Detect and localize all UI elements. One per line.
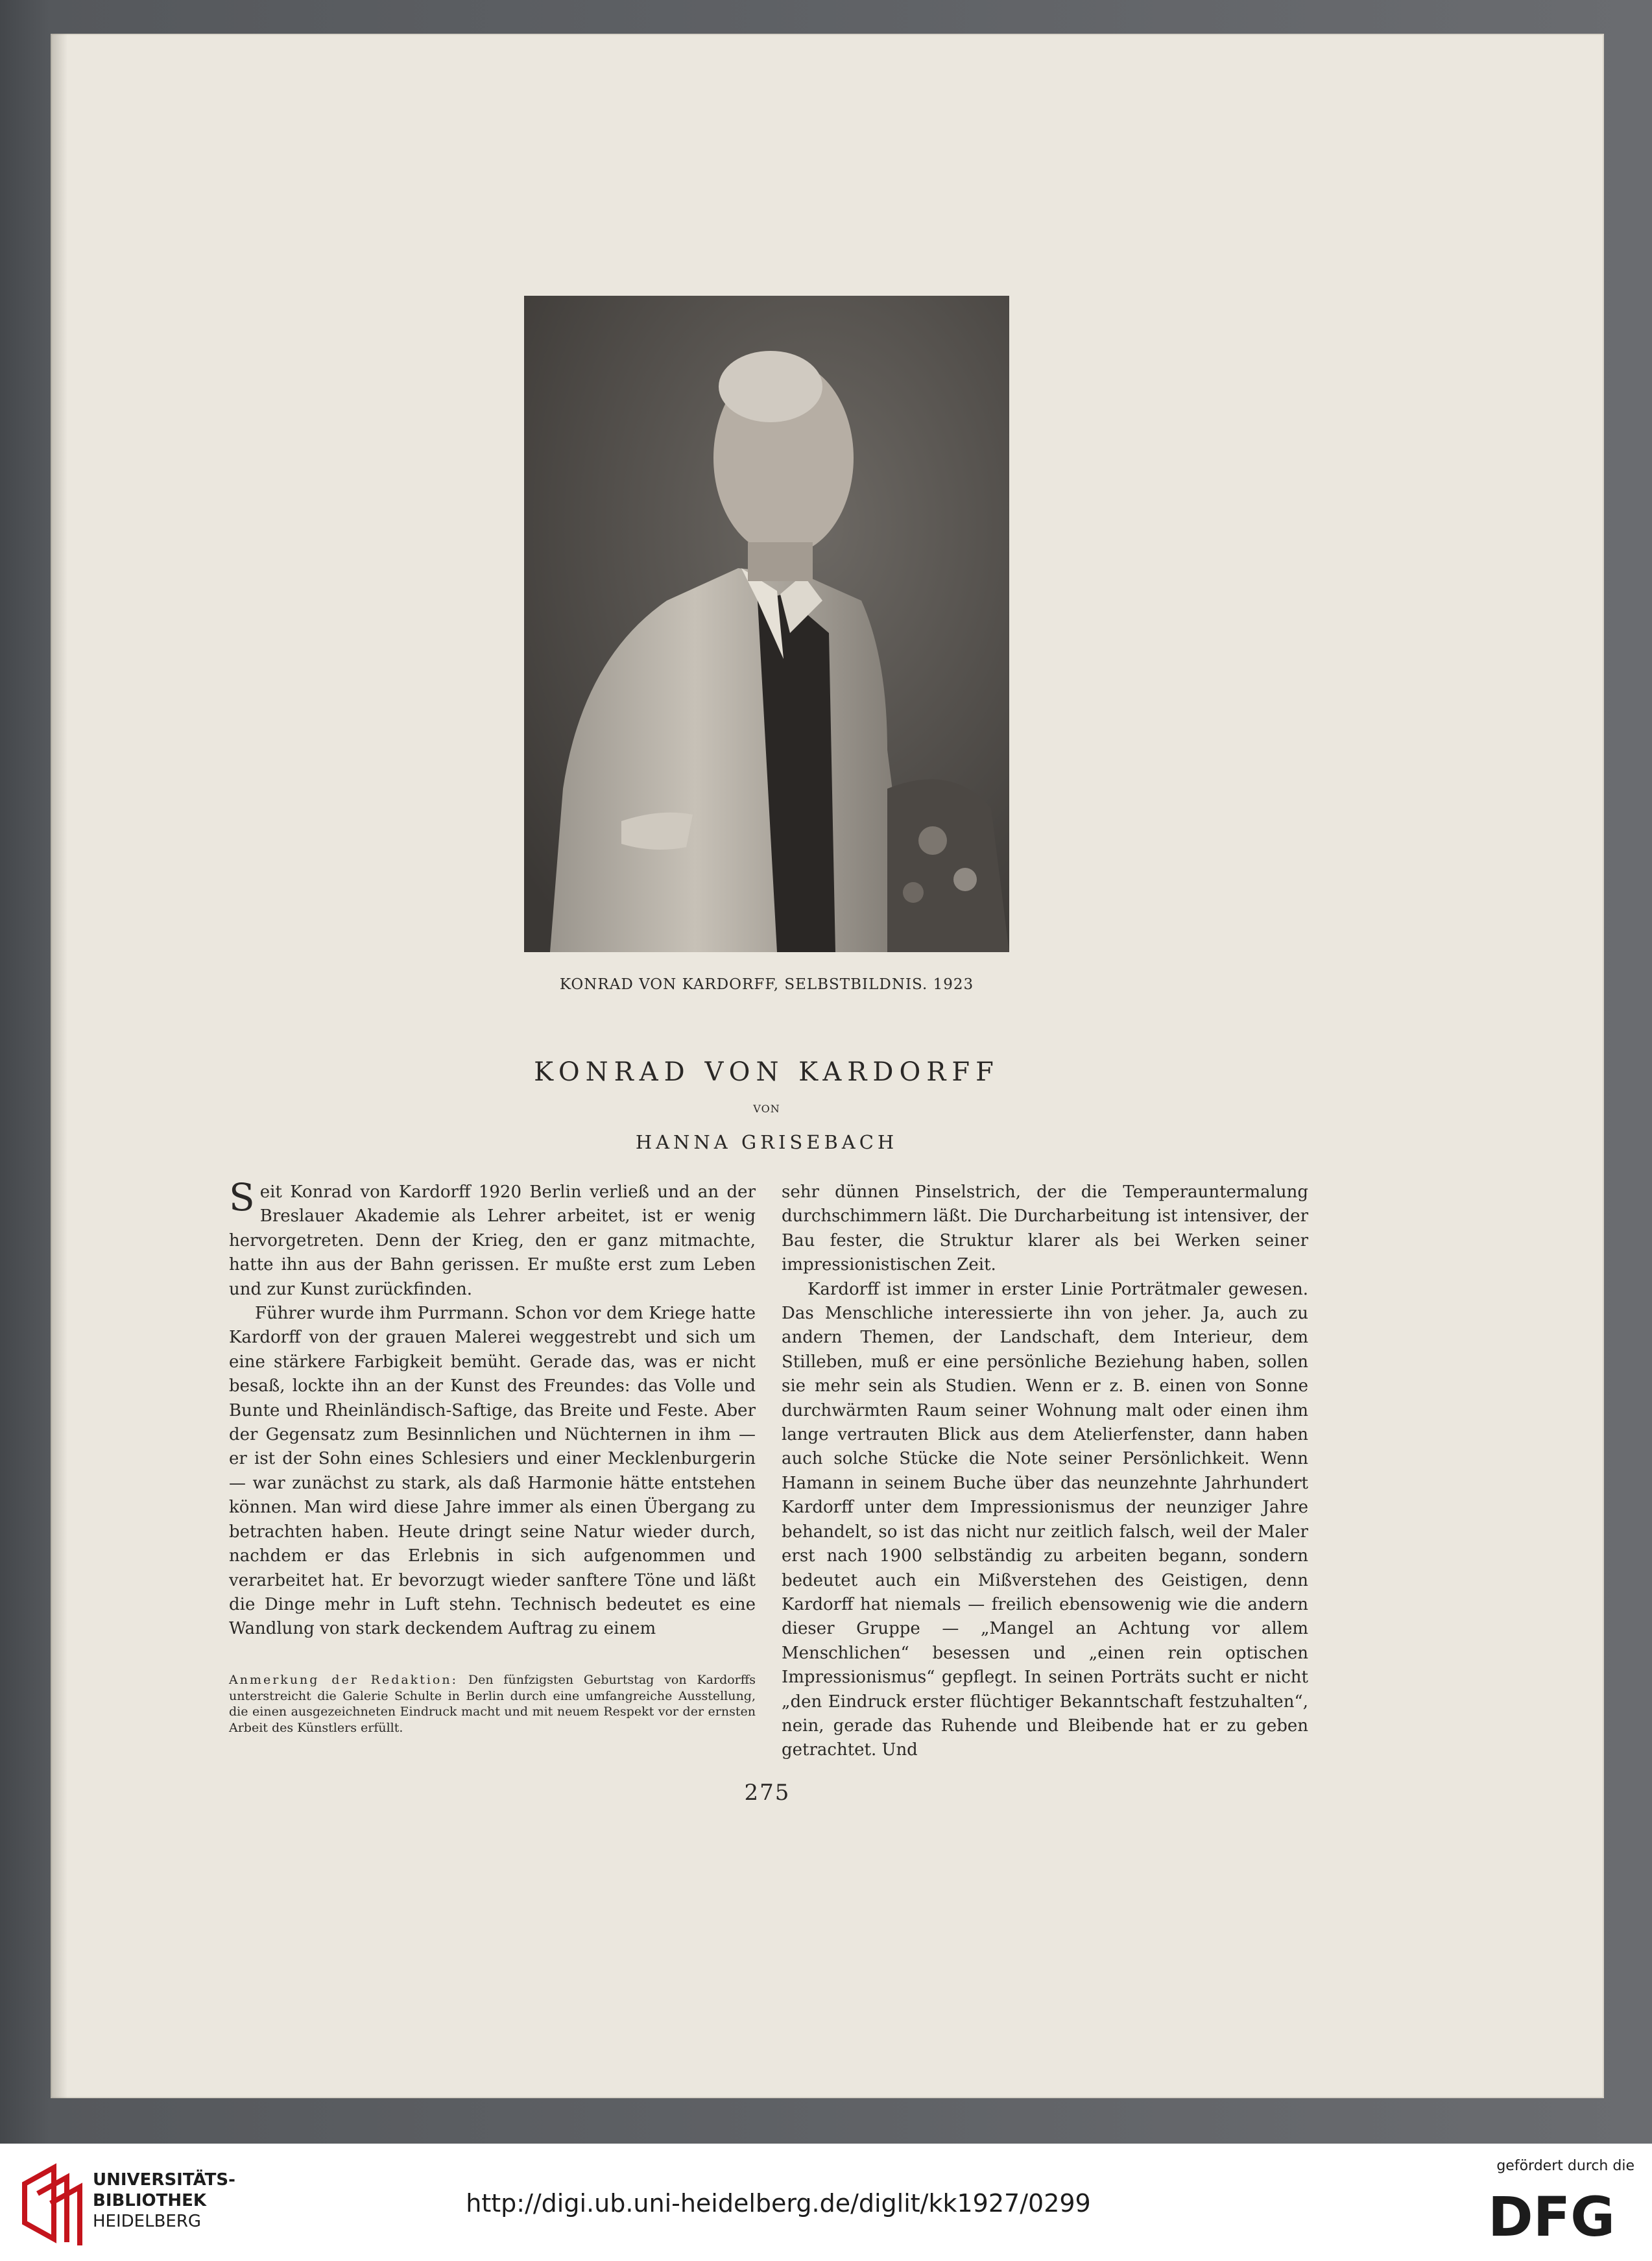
self-portrait-image (524, 296, 1009, 952)
article-title: KONRAD VON KARDORFF (534, 1057, 1000, 1087)
library-logo-icon (18, 2158, 83, 2249)
paragraph-text: eit Konrad von Kardorff 1920 Berlin verließ und an der Breslauer Akademie als Lehrer arbeitet, ist er wenig hervorgetreten. Denn der Krieg, den er ganz mitmachte, hatte ihn aus der Bahn gerissen. Er mußte erst zum Leben und zur Kunst zurückfinden. (229, 1182, 756, 1299)
self-portrait-painting (524, 296, 1009, 952)
library-line2: BIBLIOTHEK (93, 2191, 207, 2210)
footnote-text: Den fünfzigsten Geburtstag von Kardorffs unterstreicht die Galerie Schulte in Berlin durch eine umfangreiche Ausstellung, die einen ausgezeichneten Eindruck macht und mit neuem Respekt vor der ernsten Arbeit des Künstlers erfüllt. (229, 1673, 756, 1735)
funded-by-label: gefördert durch die (1496, 2158, 1634, 2174)
permalink[interactable]: http://digi.ub.uni-heidelberg.de/diglit/kk1927/0299 (466, 2189, 1091, 2218)
text-column-left (229, 1175, 756, 1642)
paragraph: sehr dünnen Pinselstrich, der die Temperauntermalung durchschimmern läßt. Die Durcharbeitung ist intensiver, der Bau fester, die Struktur klarer als bei Werken seiner impressionistischen Zeit. (782, 1182, 1308, 1275)
dfg-logo-text: DFG (1487, 2190, 1616, 2242)
page-number: 275 (744, 1780, 791, 1806)
digitization-footer (0, 2144, 1652, 2261)
paragraph: Führer wurde ihm Purrmann. Schon vor dem Kriege hatte Kardorff von der grauen Malerei weggestrebt und sich um eine stärkere Farbigkeit bemüht. Gerade das, was er nicht besaß, lockte ihn an der Kunst des Freundes: das Volle und Bunte und Rheinländisch-Saftige, das Breite und Feste. Aber der Gegensatz zum Besinnlichen und Nüchternen in ihm — er ist der Sohn eines Schlesiers und einer Mecklenburgerin — war zunächst zu stark, als daß Harmonie hätte entstehen können. Man wird diese Jahre immer als einen Übergang zu betrachten haben. Heute dringt seine Natur wieder durch, nachdem er das Erlebnis in sich aufgenommen und verarbeitet hat. Er bevorzugt wieder sanftere Töne und läßt die Dinge mehr in Luft stehn. Technisch bedeutet es eine Wandlung von stark deckendem Auftrag zu einem (229, 1304, 756, 1639)
byline-von: VON (753, 1103, 780, 1115)
article-author: HANNA GRISEBACH (635, 1131, 898, 1153)
footnote-label: Anmerkung der Redaktion: (229, 1673, 458, 1687)
caption-year: 1923 (933, 976, 974, 993)
library-line1: UNIVERSITÄTS- (93, 2170, 235, 2190)
paragraph: Kardorff ist immer in erster Linie Porträtmaler gewesen. Das Menschliche interessierte ihn von jeher. Ja, auch zu andern Themen, der Landschaft, dem Interieur, dem Stilleben, muß er eine persönliche Beziehung haben, sollen sie mehr sein als Studien. Wenn er z. B. einen von Sonne durchwärmten Raum seiner Wohnung malt oder einen ihm lange vertrauten Blick aus dem Atelierfenster, dann haben auch solche Stücke die Note seiner Persönlichkeit. Wenn Hamann in seinem Buche über das neunzehnte Jahrhundert Kardorff unter dem Impressionismus der neunziger Jahre behandelt, so ist das nicht nur zeitlich falsch, weil der Maler erst nach 1900 selbständig zu arbeiten begann, sondern bedeutet auch ein Mißverstehen des Geistigen, denn Kardorff hat niemals — freilich ebensowenig wie die andern dieser Gruppe — „Mangel an Achtung vor allem Menschlichen“ besessen und „einen rein optischen Impressionismus“ gepflegt. In seinen Porträts sucht er nicht „den Eindruck erster flüchtiger Bekanntschaft festzuhalten“, nein, gerade das Ruhende und Bleibende hat er zu geben getrachtet. Und (782, 1279, 1308, 1760)
library-name (93, 2170, 235, 2232)
caption-text: KONRAD VON KARDORFF, SELBSTBILDNIS. (559, 976, 928, 993)
image-caption (389, 976, 1144, 993)
text-column-right (782, 1180, 1308, 1763)
paragraph (229, 1175, 756, 1302)
editorial-footnote (229, 1672, 756, 1736)
library-line3: HEIDELBERG (93, 2212, 202, 2231)
drop-cap: S (229, 1175, 255, 1219)
dfg-logo-icon (1469, 2190, 1634, 2242)
gutter-shadow (51, 34, 67, 2098)
